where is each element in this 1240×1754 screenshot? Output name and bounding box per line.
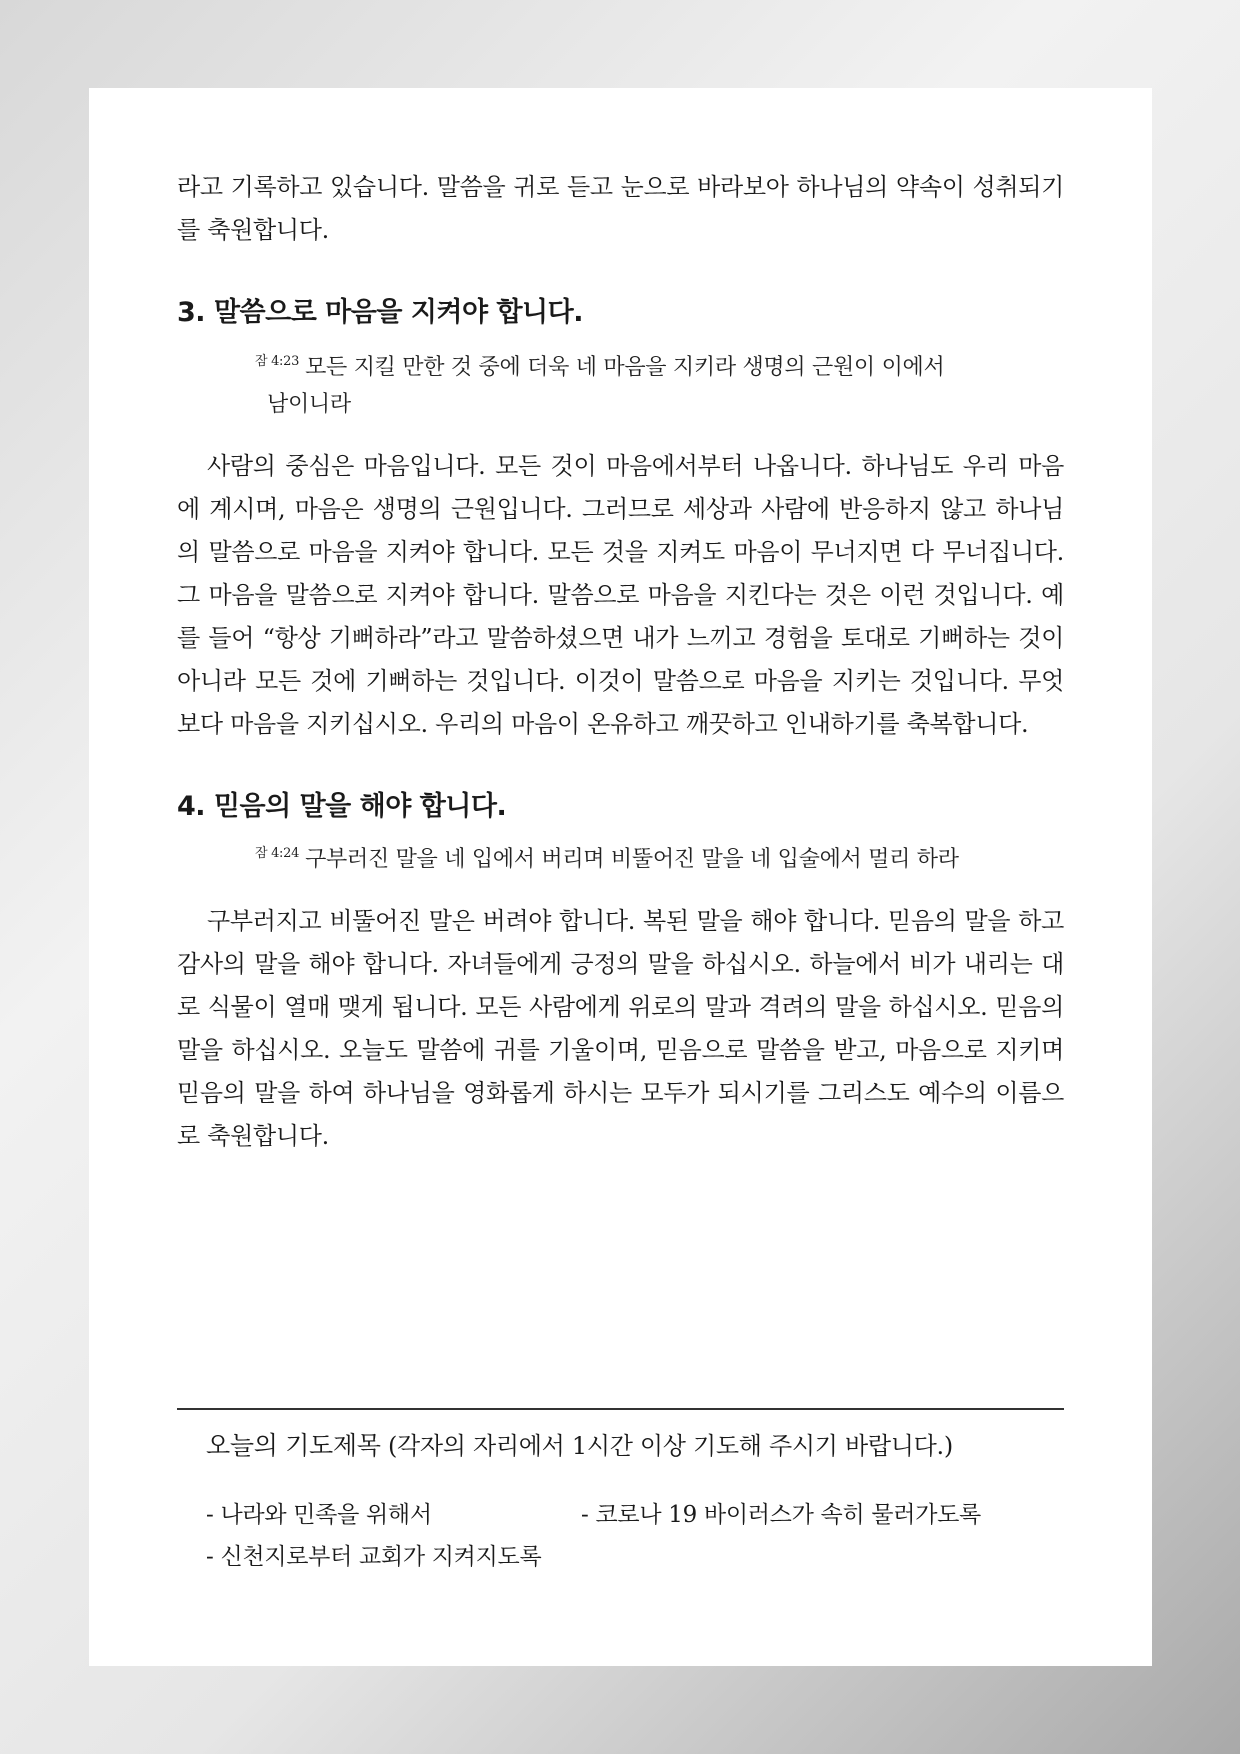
section-3-scripture-quote (255, 343, 1064, 423)
prayer-item: - 코로나 19 바이러스가 속히 물러가도록 (581, 1502, 981, 1528)
section-4-body: 구부러지고 비뚤어진 말은 버려야 합니다. 복된 말을 해야 합니다. 믿음의 말을 하고 감사의 말을 해야 합니다. 자녀들에게 긍정의 말을 하십시오. 하늘에서 비가 내리는 대로 식물이 열매 맺게 됩니다. 모든 사람에게 위로의 말과 격려의 말을 하십시오. 믿음의 말을 하십시오. 오늘도 말씀에 귀를 기울이며, 믿음으로 말씀을 받고, 마음으로 지키며 믿음의 말을 하여 하나님을 영화롭게 하시는 모두가 되시기를 그리스도 예수의 이름으로 축원합니다. (177, 907, 1064, 1150)
scripture-text-line-1: 모든 지킬 만한 것 중에 더욱 네 마음을 지키라 생명의 근원이 이에서 (305, 355, 945, 380)
section-3-heading: 3. 말씀으로 마음을 지켜야 합니다. (177, 297, 583, 328)
prayer-subtitle: (각자의 자리에서 1시간 이상 기도해 주시기 바랍니다.) (387, 1432, 953, 1460)
prayer-item: - 신천지로부터 교회가 지켜지도록 (206, 1544, 542, 1570)
document-page (89, 88, 1152, 1666)
scripture-reference: 잠 4:23 (255, 354, 300, 369)
section-3-body: 사람의 중심은 마음입니다. 모든 것이 마음에서부터 나옵니다. 하나님도 우리 마음에 계시며, 마음은 생명의 근원입니다. 그러므로 세상과 사람에 반응하지 않고 하나님의 말씀으로 마음을 지켜야 합니다. 모든 것을 지켜도 마음이 무너지면 다 무너집니다. 그 마음을 말씀으로 지켜야 합니다. 말씀으로 마음을 지킨다는 것은 이런 것입니다. 예를 들어 “항상 기뻐하라”라고 말씀하셨으면 내가 느끼고 경험을 토대로 기뻐하는 것이 아니라 모든 것에 기뻐하는 것입니다. 이것이 말씀으로 마음을 지키는 것입니다. 무엇보다 마음을 지키십시오. 우리의 마음이 온유하고 깨끗하고 인내하기를 축복합니다. (177, 452, 1064, 738)
scripture-reference: 잠 4:24 (255, 846, 300, 861)
scripture-text-line-1: 구부러진 말을 네 입에서 버리며 비뚤어진 말을 네 입술에서 멀리 하라 (305, 847, 959, 872)
prayer-divider (177, 1408, 1064, 1410)
section-4-scripture-quote (255, 835, 1064, 878)
intro-paragraph: 라고 기록하고 있습니다. 말씀을 귀로 듣고 눈으로 바라보아 하나님의 약속이 성취되기를 축원합니다. (177, 173, 1064, 244)
scripture-text-line-2: 남이니라 (267, 392, 351, 417)
prayer-item: - 나라와 민족을 위해서 (206, 1502, 432, 1528)
section-4-heading: 4. 믿음의 말을 해야 합니다. (177, 791, 507, 822)
prayer-title-main: 오늘의 기도제목 (206, 1431, 381, 1460)
prayer-title (206, 1428, 953, 1464)
